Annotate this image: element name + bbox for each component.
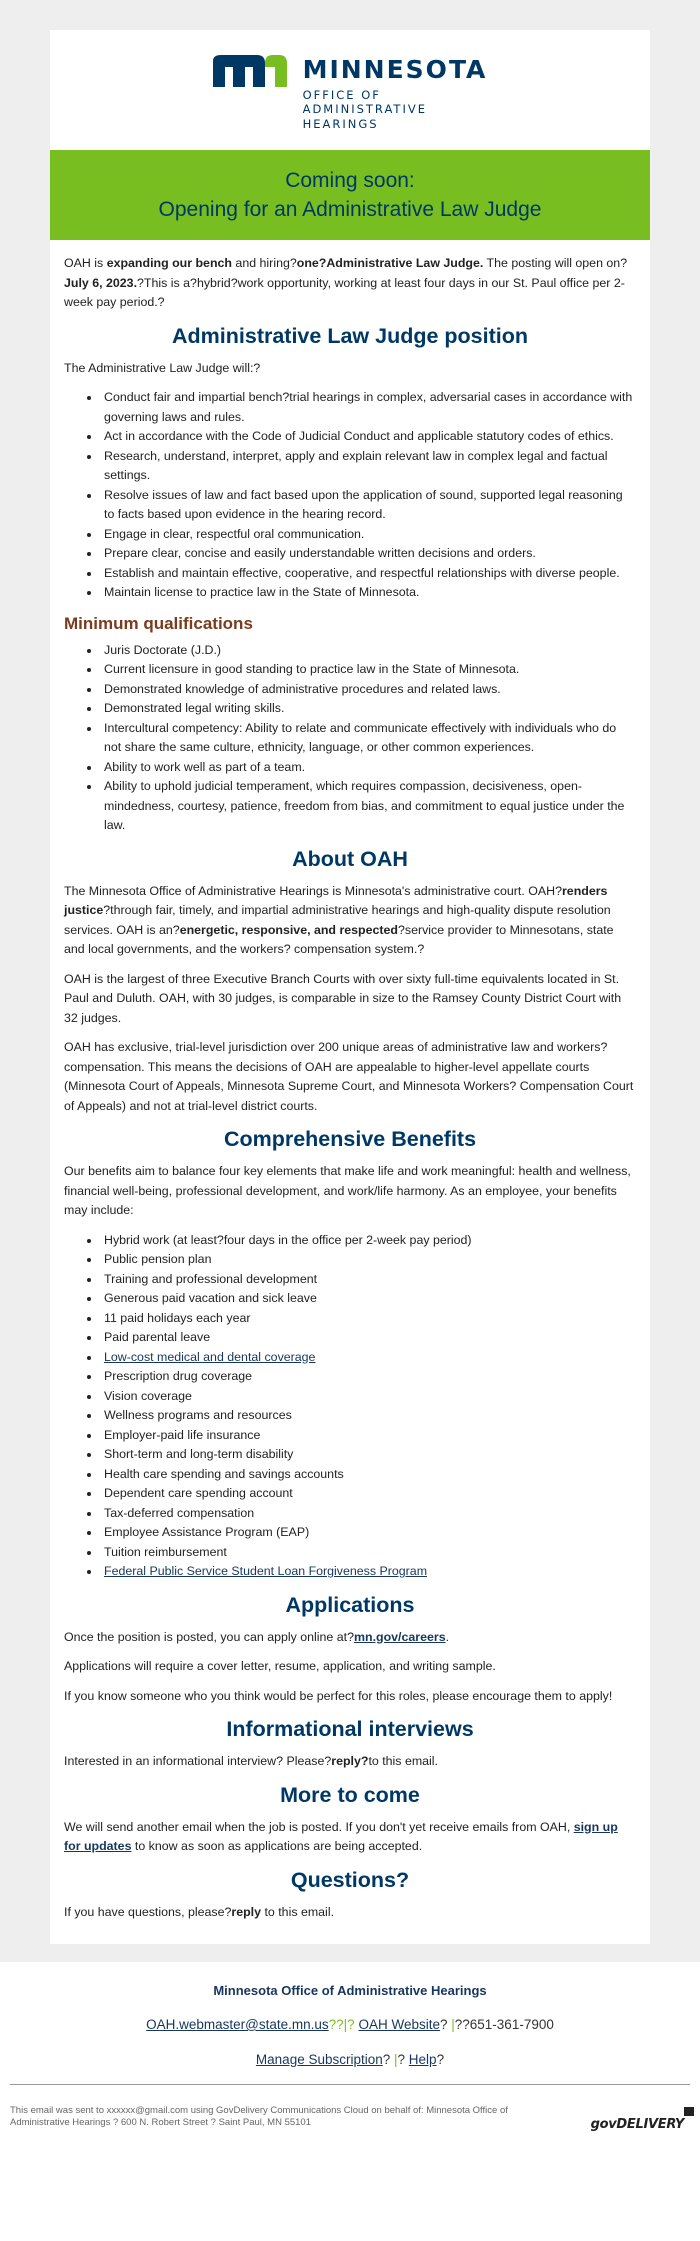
announcement-banner xyxy=(50,150,650,240)
banner-line-2: Opening for an Administrative Law Judge xyxy=(158,198,542,221)
list-item: Vision coverage xyxy=(104,1387,636,1407)
questions-paragraph: If you have questions, please?reply to this email. xyxy=(64,1904,335,1919)
list-item xyxy=(104,1348,636,1368)
logo-subtitle-1: OFFICE OF xyxy=(302,87,381,102)
list-item: Paid parental leave xyxy=(104,1328,636,1348)
list-item: Health care spending and savings accounts xyxy=(104,1465,636,1485)
webmaster-email-link[interactable]: OAH.webmaster@state.mn.us xyxy=(146,2017,329,2032)
list-item: Prepare clear, concise and easily understandable written decisions and orders. xyxy=(104,544,636,564)
position-lead: The Administrative Law Judge will:? xyxy=(64,360,261,375)
list-item: Act in accordance with the Code of Judicial Conduct and applicable statutory codes of ethics. xyxy=(104,427,636,447)
more-heading: More to come xyxy=(280,1782,420,1807)
help-link[interactable]: Help xyxy=(408,2052,437,2067)
list-item: Generous paid vacation and sick leave xyxy=(104,1289,636,1309)
list-item: Dependent care spending account xyxy=(104,1484,636,1504)
logo-subtitle-2: ADMINISTRATIVE xyxy=(302,102,427,117)
qualifications-heading: Minimum qualifications xyxy=(64,613,253,633)
list-item: Conduct fair and impartial bench?trial hearings in complex, adversarial cases in accordance with governing laws and rules. xyxy=(104,388,636,427)
applications-paragraph-1: Once the position is posted, you can apply online at?mn.gov/careers. xyxy=(64,1629,450,1644)
legal-footer xyxy=(10,2084,690,2154)
mn-logo-mark-icon xyxy=(213,55,287,87)
list-item xyxy=(104,1562,636,1582)
list-item: Engage in clear, respectful oral communication. xyxy=(104,525,636,545)
logo-title: MINNESOTA xyxy=(302,54,488,84)
intro-paragraph: OAH is expanding our bench and hiring?one?Administrative Law Judge. The posting will open on?July 6, 2023.?This is a?hybrid?work opportunity, working at least four days in our St. Paul office per 2-week pay period.? xyxy=(64,256,628,309)
about-paragraph-3: OAH has exclusive, trial-level jurisdiction over 200 unique areas of administrative law and workers? compensation. This means the decisions of OAH are appealable to higher-level appellate courts (Minnesota Court of Appeals, Minnesota Supreme Court, and Minnesota Workers? Compensation Court of Appeals) and not at trial-level district courts. xyxy=(64,1040,634,1113)
benefits-heading: Comprehensive Benefits xyxy=(223,1127,477,1151)
footer-contact-row: OAH.webmaster@state.mn.us??|? OAH Website? |??651-361-7900 xyxy=(146,2017,554,2032)
list-item: Research, understand, interpret, apply and explain relevant law in complex legal and factual settings. xyxy=(104,447,636,486)
list-item: Demonstrated knowledge of administrative procedures and related laws. xyxy=(104,680,636,700)
email-card xyxy=(50,30,650,1944)
header-logo-area xyxy=(50,30,650,150)
footer-org-name: Minnesota Office of Administrative Hearings xyxy=(213,1983,487,1998)
list-item: Ability to work well as part of a team. xyxy=(104,758,636,778)
loan-forgiveness-link[interactable]: Federal Public Service Student Loan Forgiveness Program xyxy=(104,1564,428,1578)
mn-oah-logo xyxy=(213,49,488,132)
list-item: Establish and maintain effective, cooperative, and respectful relationships with diverse people. xyxy=(104,564,636,584)
about-heading: About OAH xyxy=(292,846,408,871)
questions-heading: Questions? xyxy=(290,1867,410,1892)
list-item: Wellness programs and resources xyxy=(104,1406,636,1426)
list-item: Maintain license to practice law in the State of Minnesota. xyxy=(104,583,636,603)
list-item: Prescription drug coverage xyxy=(104,1367,636,1387)
list-item: Tax-deferred compensation xyxy=(104,1504,636,1524)
list-item: Juris Doctorate (J.D.) xyxy=(104,641,636,661)
govdelivery-logo: govDELIVERY xyxy=(591,2117,690,2132)
logo-subtitle-3: HEARINGS xyxy=(302,116,379,131)
list-item: Ability to uphold judicial temperament, which requires compassion, decisiveness, open-mindedness, courtesy, patience, freedom from bias, and commitment to equal justice under the law. xyxy=(104,777,636,836)
applications-paragraph-2: Applications will require a cover letter, resume, application, and writing sample. xyxy=(64,1659,496,1673)
list-item: Employer-paid life insurance xyxy=(104,1426,636,1446)
interviews-paragraph: Interested in an informational interview? Please?reply?to this email. xyxy=(64,1754,438,1768)
list-item: Training and professional development xyxy=(104,1270,636,1290)
sign-up-link[interactable]: sign up for updates xyxy=(64,1819,618,1853)
benefits-list xyxy=(64,1231,636,1582)
careers-link[interactable]: mn.gov/careers xyxy=(354,1629,446,1644)
list-item: Short-term and long-term disability xyxy=(104,1445,636,1465)
banner-line-1: Coming soon: xyxy=(285,169,415,192)
phone-number: ??651-361-7900 xyxy=(454,2017,554,2032)
list-item: Public pension plan xyxy=(104,1250,636,1270)
about-paragraph-2: OAH is the largest of three Executive Branch Courts with over sixty full-time equivalents located in St. Paul and Duluth. OAH, with 30 judges, is comparable in size to the Ramsey County District Court with 32 judges. xyxy=(64,971,622,1025)
duties-list xyxy=(64,388,636,603)
more-paragraph: We will send another email when the job is posted. If you don't yet receive emails from OAH, sign up for updates to know as soon as applications are being accepted. xyxy=(64,1819,618,1853)
list-item: 11 paid holidays each year xyxy=(104,1309,636,1329)
applications-paragraph-3: If you know someone who you think would be perfect for this roles, please encourage them to apply! xyxy=(64,1688,613,1703)
footer-links-row: Manage Subscription? |? Help? xyxy=(255,2052,445,2067)
list-item: Tuition reimbursement xyxy=(104,1543,636,1563)
list-item: Resolve issues of law and fact based upon the application of sound, supported legal reasoning to facts based upon evidence in the hearing record. xyxy=(104,486,636,525)
applications-heading: Applications xyxy=(285,1592,415,1617)
envelope-icon xyxy=(684,2107,694,2116)
medical-dental-coverage-link[interactable]: Low-cost medical and dental coverage xyxy=(104,1349,316,1364)
list-item: Current licensure in good standing to practice law in the State of Minnesota. xyxy=(104,660,636,680)
oah-website-link[interactable]: OAH Website xyxy=(358,2017,440,2032)
manage-subscription-link[interactable]: Manage Subscription xyxy=(255,2052,383,2067)
legal-notice: This email was sent to xxxxxx@gmail.com using GovDelivery Communications Cloud on behalf of: Minnesota Office of Administrative Hearings ? 600 N. Robert Street ? Saint Paul, MN 55101 xyxy=(10,2105,508,2128)
list-item: Employee Assistance Program (EAP) xyxy=(104,1523,636,1543)
email-content xyxy=(50,240,650,1922)
list-item: Intercultural competency: Ability to relate and communicate effectively with individuals who do not share the same culture, ethnicity, language, or other common experiences. xyxy=(104,719,636,758)
position-heading: Administrative Law Judge position xyxy=(172,323,528,348)
list-item: Demonstrated legal writing skills. xyxy=(104,699,636,719)
about-paragraph-1: The Minnesota Office of Administrative Hearings is Minnesota's administrative court. OAH?renders justice?through fair, timely, and impartial administrative hearings and high-quality dispute resolution services. OAH is an?energetic, responsive, and respected?service provider to Minnesotans, state and local governments, and the workers? compensation system.? xyxy=(64,883,614,956)
benefits-intro: Our benefits aim to balance four key elements that make life and work meaningful: health and wellness, financial well-being, professional development, and work/life harmony. As an employee, your benefits may include: xyxy=(64,1164,631,1217)
interviews-heading: Informational interviews xyxy=(226,1717,474,1741)
qualifications-list xyxy=(64,641,636,836)
email-footer xyxy=(0,1962,700,2084)
list-item: Hybrid work (at least?four days in the office per 2-week pay period) xyxy=(104,1231,636,1251)
